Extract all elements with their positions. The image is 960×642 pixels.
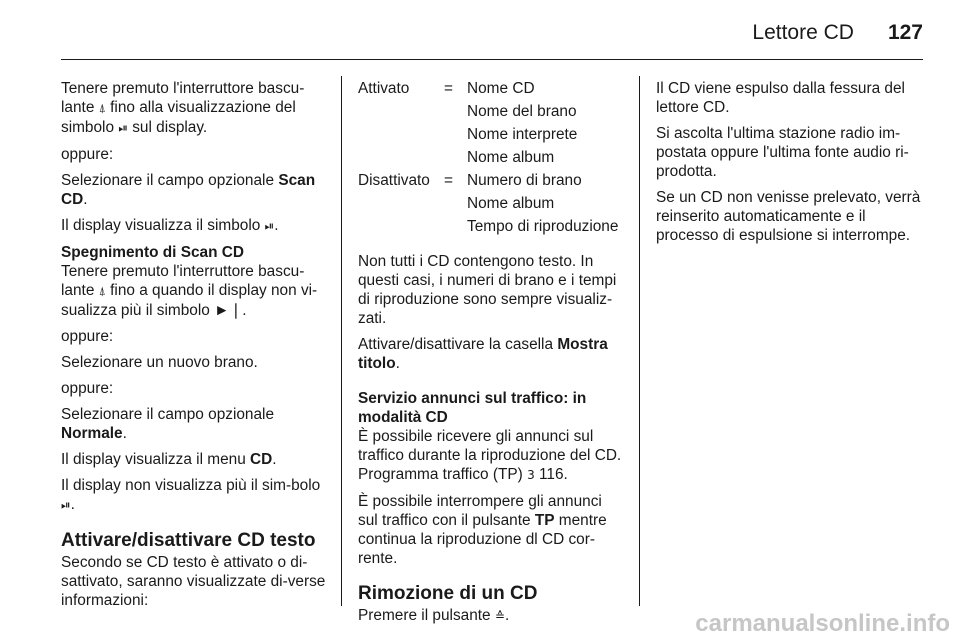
table-row: Nome album [467,149,555,166]
section-subheading: Spegnimento di Scan CD [61,244,244,261]
table-row: Disattivato = Numero di brano [358,172,582,189]
page-number: 127 [887,21,923,44]
section-heading: Attivare/disattivare CD testo [61,530,316,551]
paragraph: oppure: [61,146,114,163]
paragraph: Tenere premuto l'interruttore bascu-lante ⍋ fino a quando il display non vi-sualizza più il simbolo ►❘. [61,263,318,319]
page-reference-icon: 3 [527,468,535,482]
watermark: carmanualsonline.info [695,610,950,637]
paragraph: oppure: [61,380,114,397]
paragraph: Secondo se CD testo è attivato o di-sattivato, saranno visualizzate di-verse informazioni: [61,554,326,609]
table-row: Nome album [467,195,555,212]
paragraph: Selezionare il campo opzionale Scan CD. [61,172,316,208]
paragraph: È possibile interrompere gli annunci sul traffico con il pulsante TP mentre continua la riproduzione dl CD cor-rente. [358,493,607,567]
play-pause-icon: ⏯ [264,219,275,233]
section-subheading: Servizio annunci sul traffico: in modalità CD [358,390,587,426]
paragraph: Il display non visualizza più il sim-bolo ⏯. [61,477,321,513]
paragraph: È possibile ricevere gli annunci sul traffico durante la riproduzione del CD. Programma traffico (TP) 3 116. [358,428,622,483]
paragraph: Se un CD non venisse prelevato, verrà reinserito automaticamente e il processo di espulsione si interrompe. [656,189,921,244]
paragraph: Si ascolta l'ultima stazione radio im-postata oppure l'ultima fonte audio ri-prodotta. [656,125,909,180]
cd-text-info-table [358,79,618,240]
paragraph: Attivare/disattivare la casella Mostra titolo. [358,336,608,372]
table-row: Tempo di riproduzione [467,218,619,235]
play-pause-icon: ⏯ [61,498,71,512]
table-row: Nome interprete [467,126,578,143]
chapter-title: Lettore CD [752,21,854,44]
paragraph: Tenere premuto l'interruttore bascu-lante ⍋ fino alla visualizzazione del simbolo ⏯ sul display. [61,80,305,136]
paragraph: Premere il pulsante ≙. [358,607,510,624]
paragraph: Non tutti i CD contengono testo. In questi casi, i numeri di brano e i tempi di riproduzione sono sempre visualiz-zati. [358,253,617,327]
column-2 [358,79,624,633]
play-pause-icon: ⏯ [118,121,128,135]
table-row: Attivato = Nome CD [358,80,535,97]
header-rule [61,59,923,60]
paragraph: oppure: [61,328,114,345]
eject-icon: ≙ [494,609,505,623]
rocker-switch-icon: ⍋ [98,284,106,298]
page-header [752,20,923,46]
paragraph: Selezionare il campo opzionale Normale. [61,406,275,442]
table-row: Nome del brano [467,103,577,120]
paragraph: Il display visualizza il menu CD. [61,451,277,468]
paragraph: Selezionare un nuovo brano. [61,354,258,371]
column-divider-1 [341,76,342,606]
column-divider-2 [639,76,640,606]
rocker-switch-icon: ⍋ [98,101,106,115]
column-1 [61,79,326,617]
paragraph: Il CD viene espulso dalla fessura del lettore CD. [656,80,905,116]
section-heading: Rimozione di un CD [358,583,538,604]
column-3 [656,79,926,252]
paragraph: Il display visualizza il simbolo ⏯. [61,217,279,234]
